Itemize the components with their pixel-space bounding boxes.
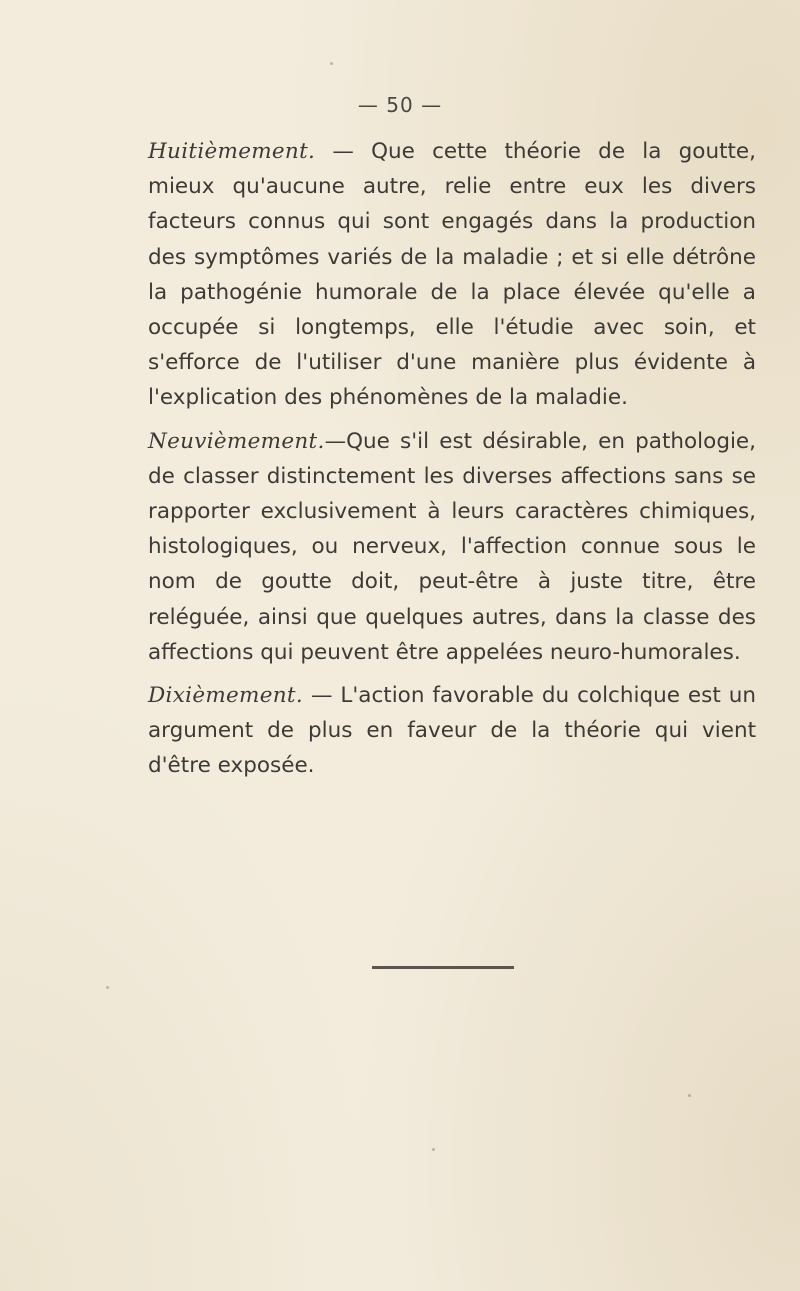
- paragraph-lead: Huitièmement.: [148, 139, 316, 164]
- paragraph-body: — Que cette théorie de la goutte, mieux qu'aucune autre, relie entre eux les divers facteurs connus qui sont engagés dans la production des symptômes variés de la maladie ; et si elle détrône la pathogénie humorale de la place élevée qu'elle a occupée si longtemps, elle l'étudie avec soin, et s'efforce de l'utiliser d'une manière plus évidente à l'explication des phénomènes de la maladie.: [148, 139, 756, 411]
- paper-speck: [106, 986, 109, 989]
- page-number: — 50 —: [357, 93, 443, 117]
- paragraph-neuviemement: [148, 424, 756, 670]
- body-text: [148, 134, 756, 792]
- paper-speck: [330, 62, 333, 65]
- paragraph-lead: Neuvièmement.: [148, 428, 325, 454]
- end-rule: [372, 966, 514, 969]
- paragraph-body: —Que s'il est désirable, en pathologie, de classer distinctement les diverses affections sans se rapporter exclusivement à leurs caractères chimiques, histologiques, ou nerveux, l'affection connue sous le nom de goutte doit, peut-être à juste titre, être reléguée, ainsi que quelques autres, dans la classe des affections qui peuvent être appelées neuro-humorales.: [148, 428, 756, 665]
- paragraph-lead: Dixièmement.: [148, 683, 303, 709]
- paragraph-dixiemement: [148, 678, 756, 784]
- paragraph-huitiemement: [148, 134, 756, 416]
- paper-speck: [432, 1148, 435, 1151]
- paragraph-body: — L'action favorable du colchique est un argument de plus en faveur de la théorie qui vient d'être exposée.: [148, 683, 756, 779]
- paper-speck: [688, 1094, 691, 1097]
